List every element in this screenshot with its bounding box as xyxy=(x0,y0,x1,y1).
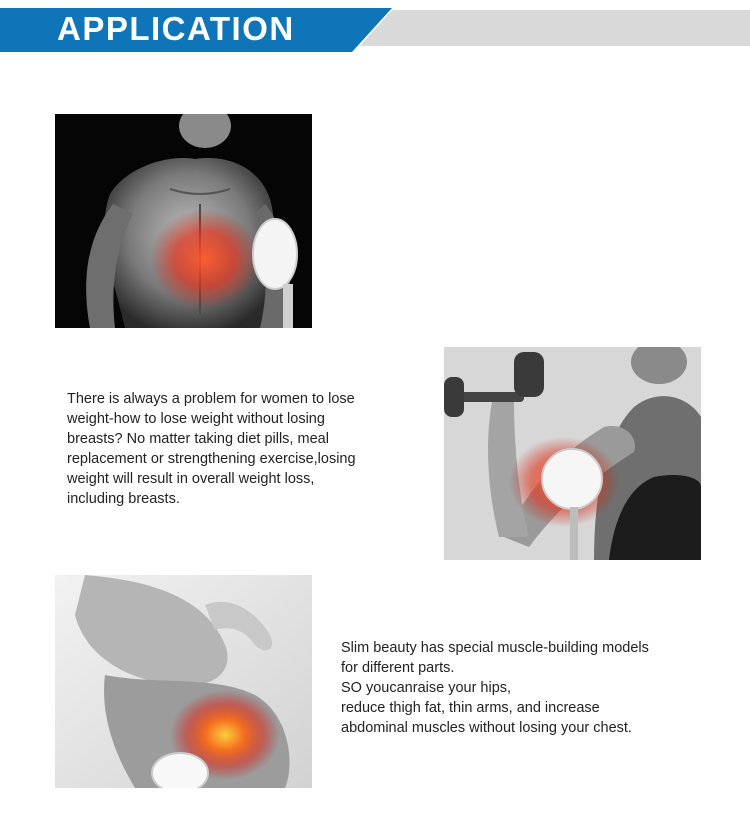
photo-male-abs-treatment xyxy=(55,114,312,328)
text-line: There is always a problem for women to lose xyxy=(67,391,355,407)
photo-female-arm-treatment xyxy=(444,347,701,560)
text-line: abdominal muscles without losing your chest. xyxy=(341,720,632,736)
text-line: Slim beauty has special muscle-building models xyxy=(341,640,649,656)
text-line: reduce thigh fat, thin arms, and increase xyxy=(341,700,600,716)
text-line: breasts? No matter taking diet pills, meal xyxy=(67,431,329,447)
banner-gray-tail xyxy=(360,10,750,46)
text-line: weight-how to lose weight without losing xyxy=(67,411,325,427)
section-header-banner xyxy=(0,0,750,56)
section-title: APPLICATION xyxy=(57,10,295,47)
text-line: SO youcanraise your hips, xyxy=(341,680,512,696)
text-line: for different parts. xyxy=(341,660,455,676)
text-line: including breasts. xyxy=(67,491,180,507)
paragraph-slim-beauty-models xyxy=(341,638,686,738)
paragraph-weight-loss-problem xyxy=(67,389,397,509)
photo-hip-thigh-treatment xyxy=(55,575,312,788)
text-line: weight will result in overall weight loss, xyxy=(67,471,315,487)
text-line: replacement or strengthening exercise,losing xyxy=(67,451,356,467)
